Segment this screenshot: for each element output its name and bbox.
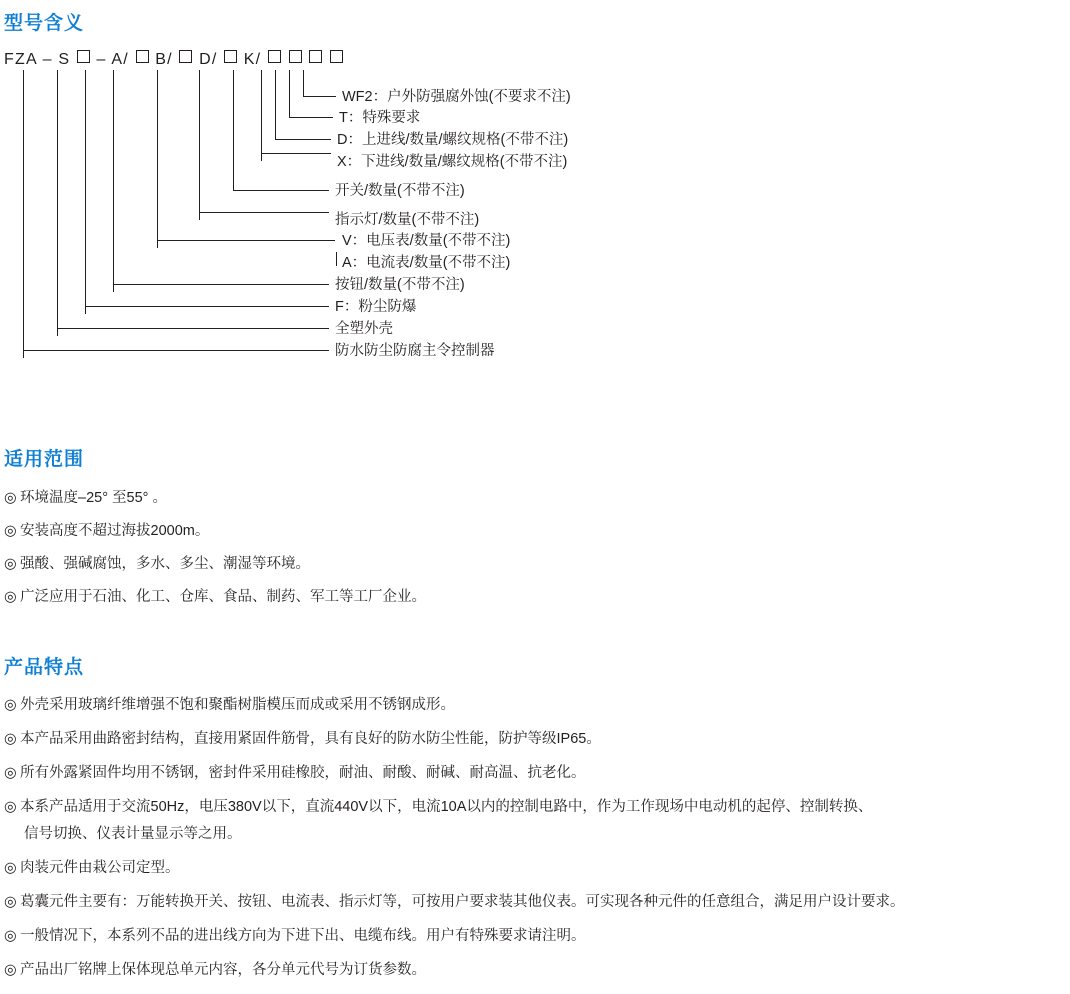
list-item-text	[20, 797, 872, 845]
leader-line-horizontal	[199, 212, 329, 213]
leader-label: D：上进线/数量/螺纹规格(不带不注)	[337, 132, 569, 148]
leader-line-vertical	[57, 70, 58, 336]
list-item	[4, 858, 1066, 879]
bullet-icon: ◎	[4, 697, 17, 713]
model-code-part-4: K/	[243, 51, 262, 68]
section-title-features: 产品特点	[4, 657, 85, 678]
bullet-icon: ◎	[4, 860, 17, 877]
list-item-text: 所有外露紧固件均用不锈钢，密封件采用硅橡胶，耐油、耐酸、耐碱、耐高温、抗老化。	[20, 765, 586, 782]
list-item-line-1: 本系产品适用于交流50Hz，电压380V以下，直流440V以下，电流10A以内的控制电路中，作为工作现场中电动机的起停、控制转换、	[20, 799, 873, 816]
list-item	[4, 926, 1066, 947]
leader-line-horizontal	[85, 306, 329, 307]
leader-label: T：特殊要求	[339, 110, 421, 126]
leader-line-vertical	[261, 70, 262, 161]
leader-line-vertical	[85, 70, 86, 314]
leader-line-horizontal	[303, 96, 336, 97]
leader-line-vertical	[157, 70, 158, 248]
leader-line-vertical	[303, 70, 304, 96]
leader-label: X：下进线/数量/螺纹规格(不带不注)	[337, 154, 568, 170]
bullet-icon: ◎	[4, 765, 17, 782]
leader-line-horizontal	[275, 139, 331, 140]
bullet-icon: ◎	[4, 799, 17, 816]
bullet-icon: ◎	[4, 556, 17, 573]
list-item-text: 安装高度不超过海拔2000m。	[20, 523, 210, 540]
section-title-model-code: 型号含义	[4, 13, 85, 34]
bullet-icon: ◎	[4, 962, 17, 979]
leader-label: V：电压表/数量(不带不注)	[342, 233, 511, 249]
leader-label: WF2：户外防强腐外蚀(不要求不注)	[342, 89, 571, 105]
leader-label: 防水防尘防腐主令控制器	[335, 343, 495, 359]
leader-label: A：电流表/数量(不带不注)	[342, 255, 511, 271]
list-item-text: 外壳采用玻璃纤维增强不饱和聚酯树脂模压而成或采用不锈钢成形。	[20, 697, 455, 713]
leader-line-vertical	[275, 70, 276, 139]
list-item	[4, 587, 426, 608]
bullet-icon: ◎	[4, 928, 17, 945]
leader-line-horizontal	[23, 350, 329, 351]
leader-line-vertical	[233, 70, 234, 190]
list-item-line-2: 信号切换、仪表计量显示等之用。	[24, 826, 242, 843]
list-item-text: 广泛应用于石油、化工、仓库、食品、制药、军工等工厂企业。	[20, 589, 426, 606]
bullet-icon: ◎	[4, 523, 17, 540]
list-item	[4, 488, 426, 509]
features-list	[4, 695, 1066, 994]
leader-label: 按钮/数量(不带不注)	[335, 277, 465, 293]
list-item-text: 葛囊元件主要有：万能转换开关、按钮、电流表、指示灯等，可按用户要求装其他仪表。可实现各种元件的任意组合，满足用户设计要求。	[20, 894, 905, 911]
leader-line-vertical	[199, 70, 200, 220]
model-code-part-2: B/	[155, 51, 173, 68]
leader-line-horizontal	[289, 117, 333, 118]
leader-line-horizontal	[157, 240, 335, 241]
leader-line-horizontal	[57, 328, 329, 329]
list-item	[4, 729, 1066, 750]
leader-line-vertical	[113, 70, 114, 292]
leader-label: 开关/数量(不带不注)	[335, 183, 465, 199]
list-item-text: 本产品采用曲路密封结构，直接用紧固件筋骨，具有良好的防水防尘性能，防护等级IP65。	[20, 731, 601, 748]
scope-list	[4, 488, 426, 620]
leader-line-horizontal	[233, 190, 329, 191]
leader-line-vertical	[336, 252, 337, 266]
bullet-icon: ◎	[4, 731, 17, 748]
leader-label: F：粉尘防爆	[335, 299, 417, 315]
section-title-scope: 适用范围	[4, 449, 85, 470]
model-code-leader-diagram	[0, 62, 1070, 392]
bullet-icon: ◎	[4, 894, 17, 911]
leader-line-vertical	[289, 70, 290, 117]
model-code-prefix: FZA – S	[4, 51, 71, 68]
list-item-text: 一般情况下，本系列不品的进出线方向为下进下出、电缆布线。用户有特殊要求请注明。	[20, 928, 586, 945]
bullet-icon: ◎	[4, 589, 17, 606]
list-item	[4, 797, 1066, 845]
list-item	[4, 960, 1066, 981]
bullet-icon: ◎	[4, 490, 17, 506]
leader-line-horizontal	[261, 153, 331, 154]
leader-line-horizontal	[113, 284, 329, 285]
model-code-part-3: D/	[199, 51, 218, 68]
list-item	[4, 763, 1066, 784]
list-item-text: 环境温度–25° 至55° 。	[20, 490, 167, 506]
list-item-text: 肉装元件由栽公司定型。	[20, 860, 180, 877]
leader-label: 全塑外壳	[335, 321, 393, 337]
list-item	[4, 695, 1066, 716]
list-item-text: 产品出厂铭牌上保体现总单元内容，各分单元代号为订货参数。	[20, 962, 426, 979]
leader-line-vertical	[23, 70, 24, 358]
model-code-part-1: – A/	[96, 51, 129, 68]
list-item	[4, 554, 426, 575]
leader-label: 指示灯/数量(不带不注)	[335, 212, 480, 228]
list-item-text: 强酸、强碱腐蚀，多水、多尘、潮湿等环境。	[20, 556, 310, 573]
list-item	[4, 892, 1066, 913]
list-item	[4, 521, 426, 542]
